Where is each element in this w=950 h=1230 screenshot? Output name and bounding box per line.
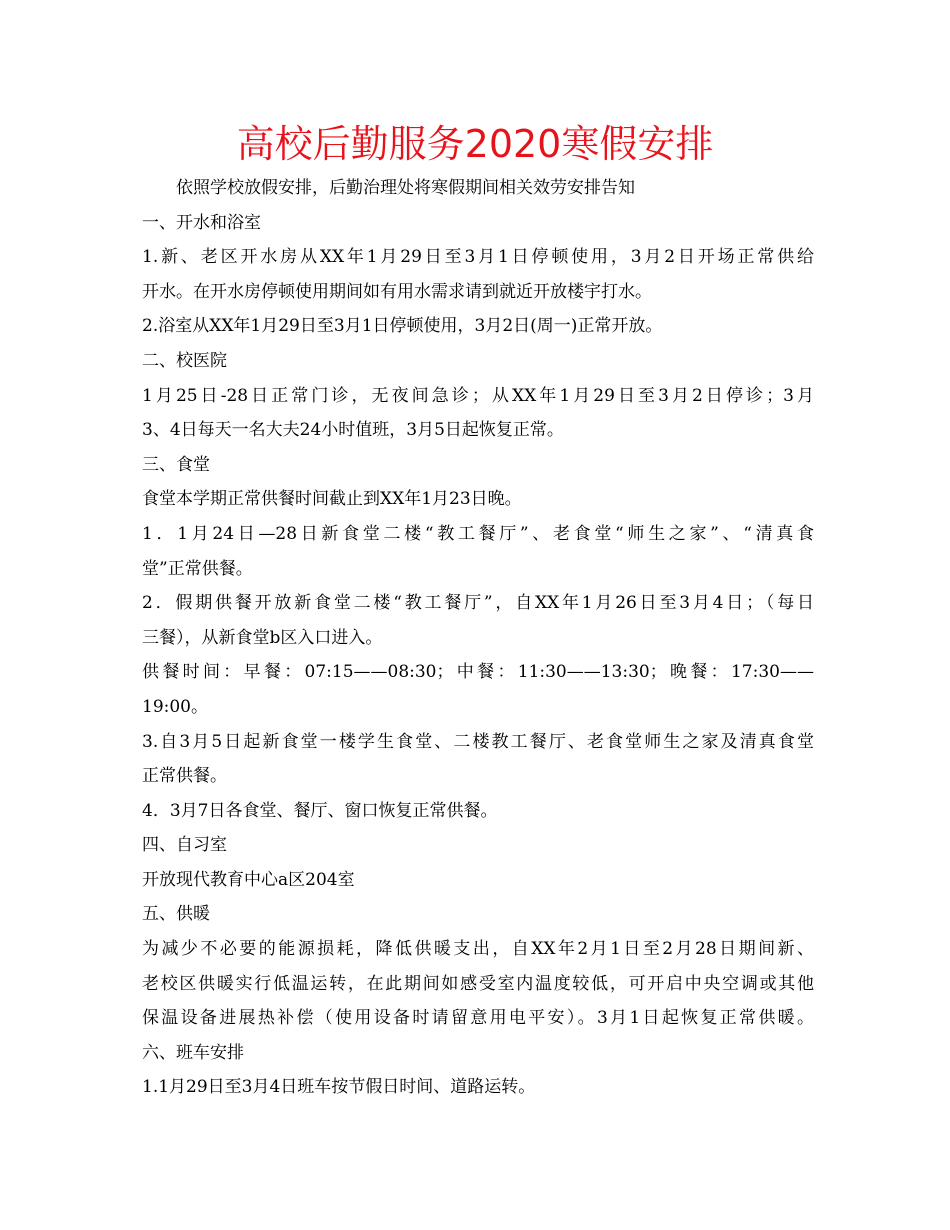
paragraph-line: 老校区供暖实行低温运转，在此期间如感受室内温度较低，可开启中央空调或其他 <box>142 973 814 994</box>
paragraph-line: 3.自3月5日起新食堂一楼学生食堂、二楼教工餐厅、老食堂师生之家及清真食堂 <box>142 731 814 752</box>
paragraph-line: 为减少不必要的能源损耗，降低供暖支出，自XX年2月1日至2月28日期间新、 <box>142 939 814 960</box>
section-heading-heating: 五、供暖 <box>142 904 210 925</box>
paragraph-line: 开放现代教育中心a区204室 <box>142 869 355 890</box>
section-heading-shuttle-bus: 六、班车安排 <box>142 1042 244 1063</box>
paragraph-line: 三餐），从新食堂b区入口进入。 <box>142 627 383 648</box>
paragraph-line: 2．假期供餐开放新食堂二楼“教工餐厅”，自XX年1月26日至3月4日；（每日 <box>142 593 814 614</box>
section-heading-water-bath: 一、开水和浴室 <box>142 212 261 233</box>
paragraph-line: 2.浴室从XX年1月29日至3月1日停顿使用，3月2日(周一)正常开放。 <box>142 316 663 337</box>
paragraph-line: 4．3月7日各食堂、餐厅、窗口恢复正常供餐。 <box>142 800 498 821</box>
document-body <box>142 171 814 1105</box>
paragraph-line: 开水。在开水房停顿使用期间如有用水需求请到就近开放楼宇打水。 <box>142 281 652 302</box>
paragraph-line: 正常供餐。 <box>142 766 227 787</box>
paragraph-line: 供餐时间：早餐：07:15——08:30；中餐：11:30——13:30；晚餐：17:30—— <box>142 662 814 683</box>
section-heading-canteen: 三、食堂 <box>142 454 210 475</box>
intro-paragraph: 依照学校放假安排，后勤治理处将寒假期间相关效劳安排告知 <box>176 178 635 198</box>
paragraph-line: 19:00。 <box>142 696 208 717</box>
paragraph-line: 堂”正常供餐。 <box>142 558 253 579</box>
section-heading-clinic: 二、校医院 <box>142 350 227 371</box>
paragraph-line: 食堂本学期正常供餐时间截止到XX年1月23日晚。 <box>142 489 522 510</box>
paragraph-line: 1月25日-28日正常门诊，无夜间急诊；从XX年1月29日至3月2日停诊；3月 <box>142 385 814 406</box>
paragraph-line: 1．1月24日—28日新食堂二楼“教工餐厅”、老食堂“师生之家”、“清真食 <box>142 523 814 544</box>
document-title: 高校后勤服务2020寒假安排 <box>236 122 714 166</box>
section-heading-study-room: 四、自习室 <box>142 835 227 856</box>
paragraph-line: 1.新、老区开水房从XX年1月29日至3月1日停顿使用，3月2日开场正常供给 <box>142 247 814 268</box>
paragraph-line: 保温设备进展热补偿（使用设备时请留意用电平安）。3月1日起恢复正常供暖。 <box>142 1008 814 1029</box>
paragraph-line: 1.1月29日至3月4日班车按节假日时间、道路运转。 <box>142 1077 536 1098</box>
paragraph-line: 3、4日每天一名大夫24小时值班，3月5日起恢复正常。 <box>142 420 564 441</box>
